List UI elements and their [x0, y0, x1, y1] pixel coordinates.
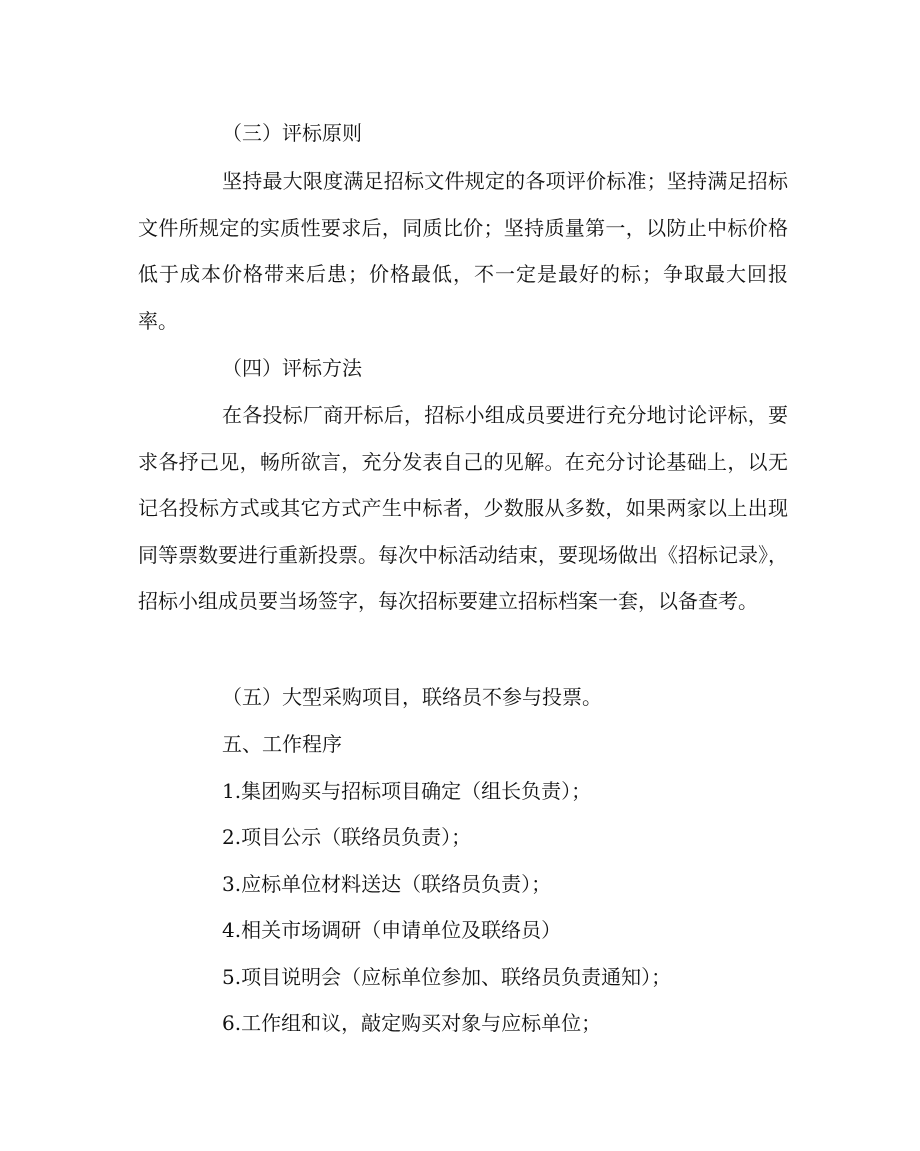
procedure-step: 5.项目说明会（应标单位参加、联络员负责通知）；	[222, 965, 672, 989]
paragraph-evaluation-method: 在各投标厂商开标后，招标小组成员要进行充分地讨论评标，要求各抒己见，畅所欲言，充分发表自己的见解。在充分讨论基础上，以无记名投标方式或其它方式产生中标者，少数服从多数，如果两家以上出现同等票数要进行重新投票。每次中标活动结束，要现场做出《招标记录》，招标小组成员要当场签字，每次招标要建立招标档案一套，以备查考。	[138, 403, 788, 613]
procedure-step: 6.工作组和议，敲定购买对象与应标单位；	[222, 1011, 602, 1035]
procedure-step: 1.集团购买与招标项目确定（组长负责）；	[222, 779, 592, 803]
procedure-step: 4.相关市场调研（申请单位及联络员）	[222, 918, 562, 942]
heading-evaluation-principles: （三）评标原则	[222, 121, 362, 145]
procedure-step: 3.应标单位材料送达（联络员负责）；	[222, 872, 552, 896]
procedure-step: 2.项目公示（联络员负责）；	[222, 825, 472, 849]
heading-evaluation-method: （四）评标方法	[222, 356, 362, 380]
heading-large-procurement: （五）大型采购项目，联络员不参与投票。	[222, 685, 602, 709]
paragraph-evaluation-principles: 坚持最大限度满足招标文件规定的各项评价标准；坚持满足招标文件所规定的实质性要求后，同质比价；坚持质量第一，以防止中标价格低于成本价格带来后患；价格最低，不一定是最好的标；争取最大回报率。	[138, 169, 788, 333]
section-title-work-procedure: 五、工作程序	[222, 732, 342, 756]
